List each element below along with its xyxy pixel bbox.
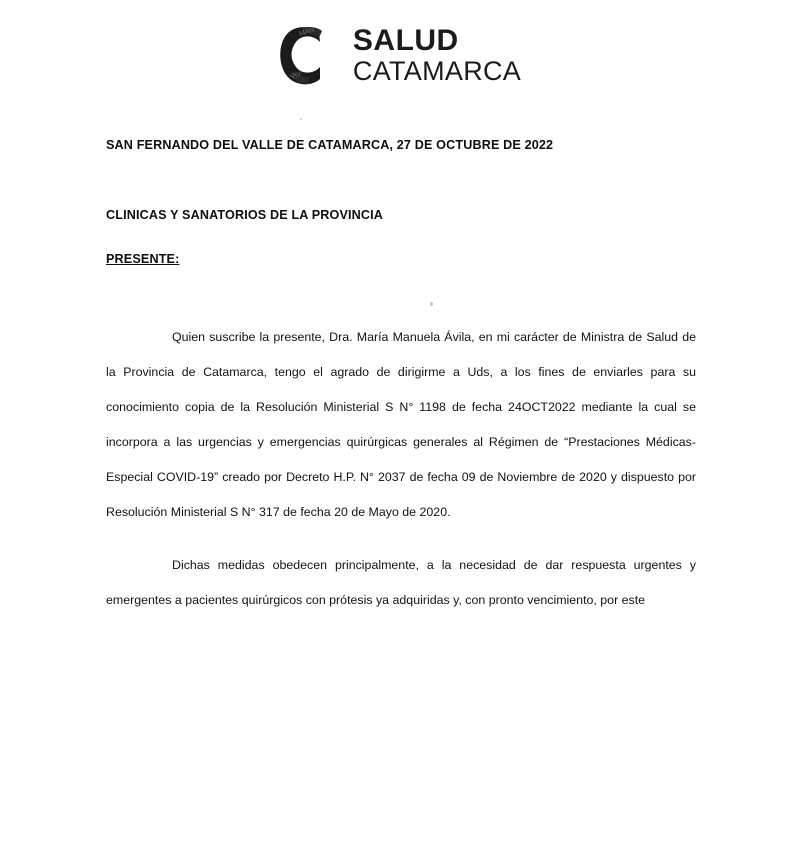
scan-speck xyxy=(430,302,433,306)
logo-block xyxy=(269,19,521,93)
addressee: CLINICAS Y SANATORIOS DE LA PROVINCIA xyxy=(106,208,384,222)
place-and-date: SAN FERNANDO DEL VALLE DE CATAMARCA, 27 DE OCTUBRE DE 2022 xyxy=(106,138,554,152)
salud-catamarca-logo-icon xyxy=(269,19,343,93)
logo-wordmark xyxy=(352,23,522,87)
logo-word-salud: SALUD xyxy=(352,23,459,57)
svg-text:VIV: VIV xyxy=(289,70,303,81)
present-label: PRESENTE: xyxy=(106,252,180,266)
scan-speck xyxy=(300,118,302,120)
document-body xyxy=(106,138,696,618)
paragraph-2: Dichas medidas obedecen principalmente, a la necesidad de dar respuesta urgentes y emergentes a pacientes quirúrgicos con prótesis ya adquiridas y, con pronto vencimiento, por este xyxy=(106,558,696,607)
logo-word-catamarca: CATAMARCA xyxy=(352,55,522,86)
svg-text:MAN: MAN xyxy=(298,26,316,38)
letterhead xyxy=(0,10,790,102)
paragraph-1: Quien suscribe la presente, Dra. María Manuela Ávila, en mi carácter de Ministra de Salud de la Provincia de Catamarca, tengo el agrado de dirigirme a Uds, a los fines de enviarles para su conocimiento copia de la Resolución Ministerial S N° 1198 de fecha 24OCT2022 mediante la cual se incorpora a las urgencias y emergencias quirúrgicas generales al Régimen de “Prestaciones Médicas- Especial COVID-19” creado por Decreto H.P. N° 2037 de fecha 09 de Noviembre de 2020 y dispuesto por Resolución Ministerial S N° 317 de fecha 20 de Mayo de 2020. xyxy=(106,330,696,519)
